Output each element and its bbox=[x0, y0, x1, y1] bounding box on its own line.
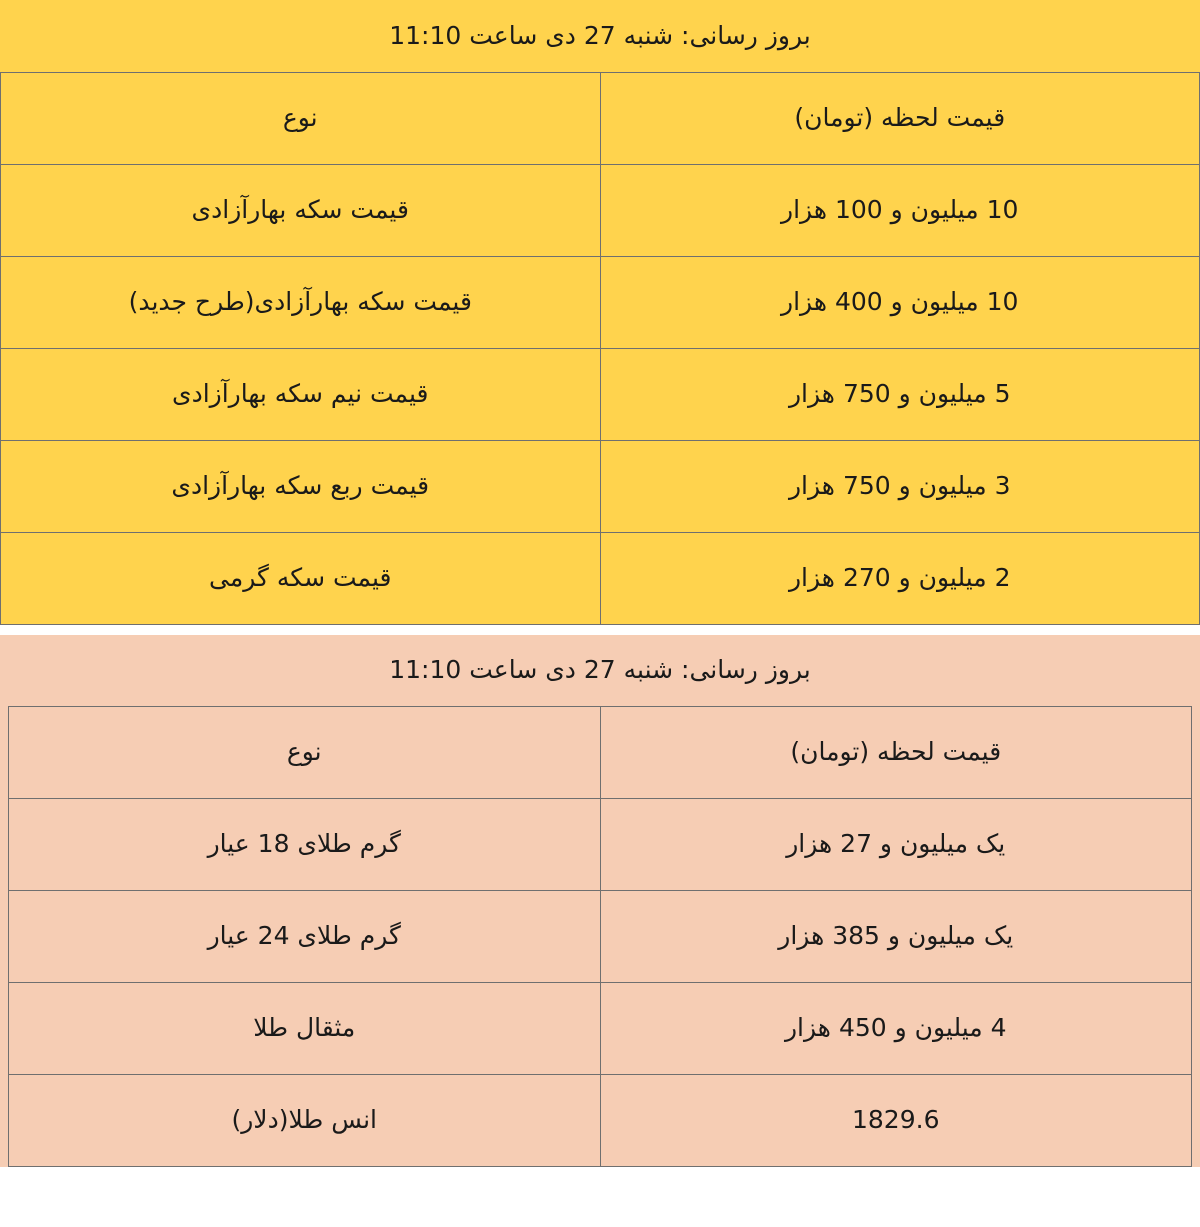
coin-price-value: 3 میلیون و 750 هزار bbox=[600, 440, 1200, 532]
coin-price-value: 2 میلیون و 270 هزار bbox=[600, 532, 1200, 624]
gold-price-value: یک میلیون و 27 هزار bbox=[600, 799, 1192, 891]
gold-table-caption: بروز رسانی: شنبه 27 دی ساعت 11:10 bbox=[9, 635, 1192, 707]
table-row bbox=[9, 799, 1192, 891]
coin-table-header-row bbox=[1, 72, 1200, 164]
coin-table-caption-row bbox=[1, 0, 1200, 72]
table-separator bbox=[0, 625, 1200, 635]
coin-table-caption: بروز رسانی: شنبه 27 دی ساعت 11:10 bbox=[1, 0, 1200, 72]
table-row bbox=[1, 256, 1200, 348]
table-row bbox=[1, 164, 1200, 256]
table-row bbox=[1, 348, 1200, 440]
coin-table-header-price: قیمت لحظه (تومان) bbox=[600, 72, 1200, 164]
coin-price-value: 10 میلیون و 400 هزار bbox=[600, 256, 1200, 348]
table-row bbox=[1, 440, 1200, 532]
gold-table-header-row bbox=[9, 707, 1192, 799]
coin-table-header-type: نوع bbox=[1, 72, 601, 164]
coin-price-value: 5 میلیون و 750 هزار bbox=[600, 348, 1200, 440]
gold-price-value: 4 میلیون و 450 هزار bbox=[600, 983, 1192, 1075]
table-row bbox=[9, 891, 1192, 983]
coin-price-value: 10 میلیون و 100 هزار bbox=[600, 164, 1200, 256]
coin-price-label: قیمت سکه گرمی bbox=[1, 532, 601, 624]
coin-price-label: قیمت سکه بهارآزادی(طرح جدید) bbox=[1, 256, 601, 348]
coin-price-label: قیمت نیم سکه بهارآزادی bbox=[1, 348, 601, 440]
table-row bbox=[1, 532, 1200, 624]
gold-price-table bbox=[8, 635, 1192, 1168]
gold-price-label: گرم طلای 24 عیار bbox=[9, 891, 601, 983]
gold-table-header-type: نوع bbox=[9, 707, 601, 799]
gold-price-label: گرم طلای 18 عیار bbox=[9, 799, 601, 891]
gold-price-label: انس طلا(دلار) bbox=[9, 1075, 601, 1167]
coin-price-label: قیمت سکه بهارآزادی bbox=[1, 164, 601, 256]
gold-price-value: 1829.6 bbox=[600, 1075, 1192, 1167]
gold-table-header-price: قیمت لحظه (تومان) bbox=[600, 707, 1192, 799]
gold-price-label: مثقال طلا bbox=[9, 983, 601, 1075]
gold-price-value: یک میلیون و 385 هزار bbox=[600, 891, 1192, 983]
table-row bbox=[9, 1075, 1192, 1167]
table-row bbox=[9, 983, 1192, 1075]
coin-price-label: قیمت ربع سکه بهارآزادی bbox=[1, 440, 601, 532]
gold-table-caption-row bbox=[9, 635, 1192, 707]
gold-price-table-block bbox=[0, 635, 1200, 1168]
